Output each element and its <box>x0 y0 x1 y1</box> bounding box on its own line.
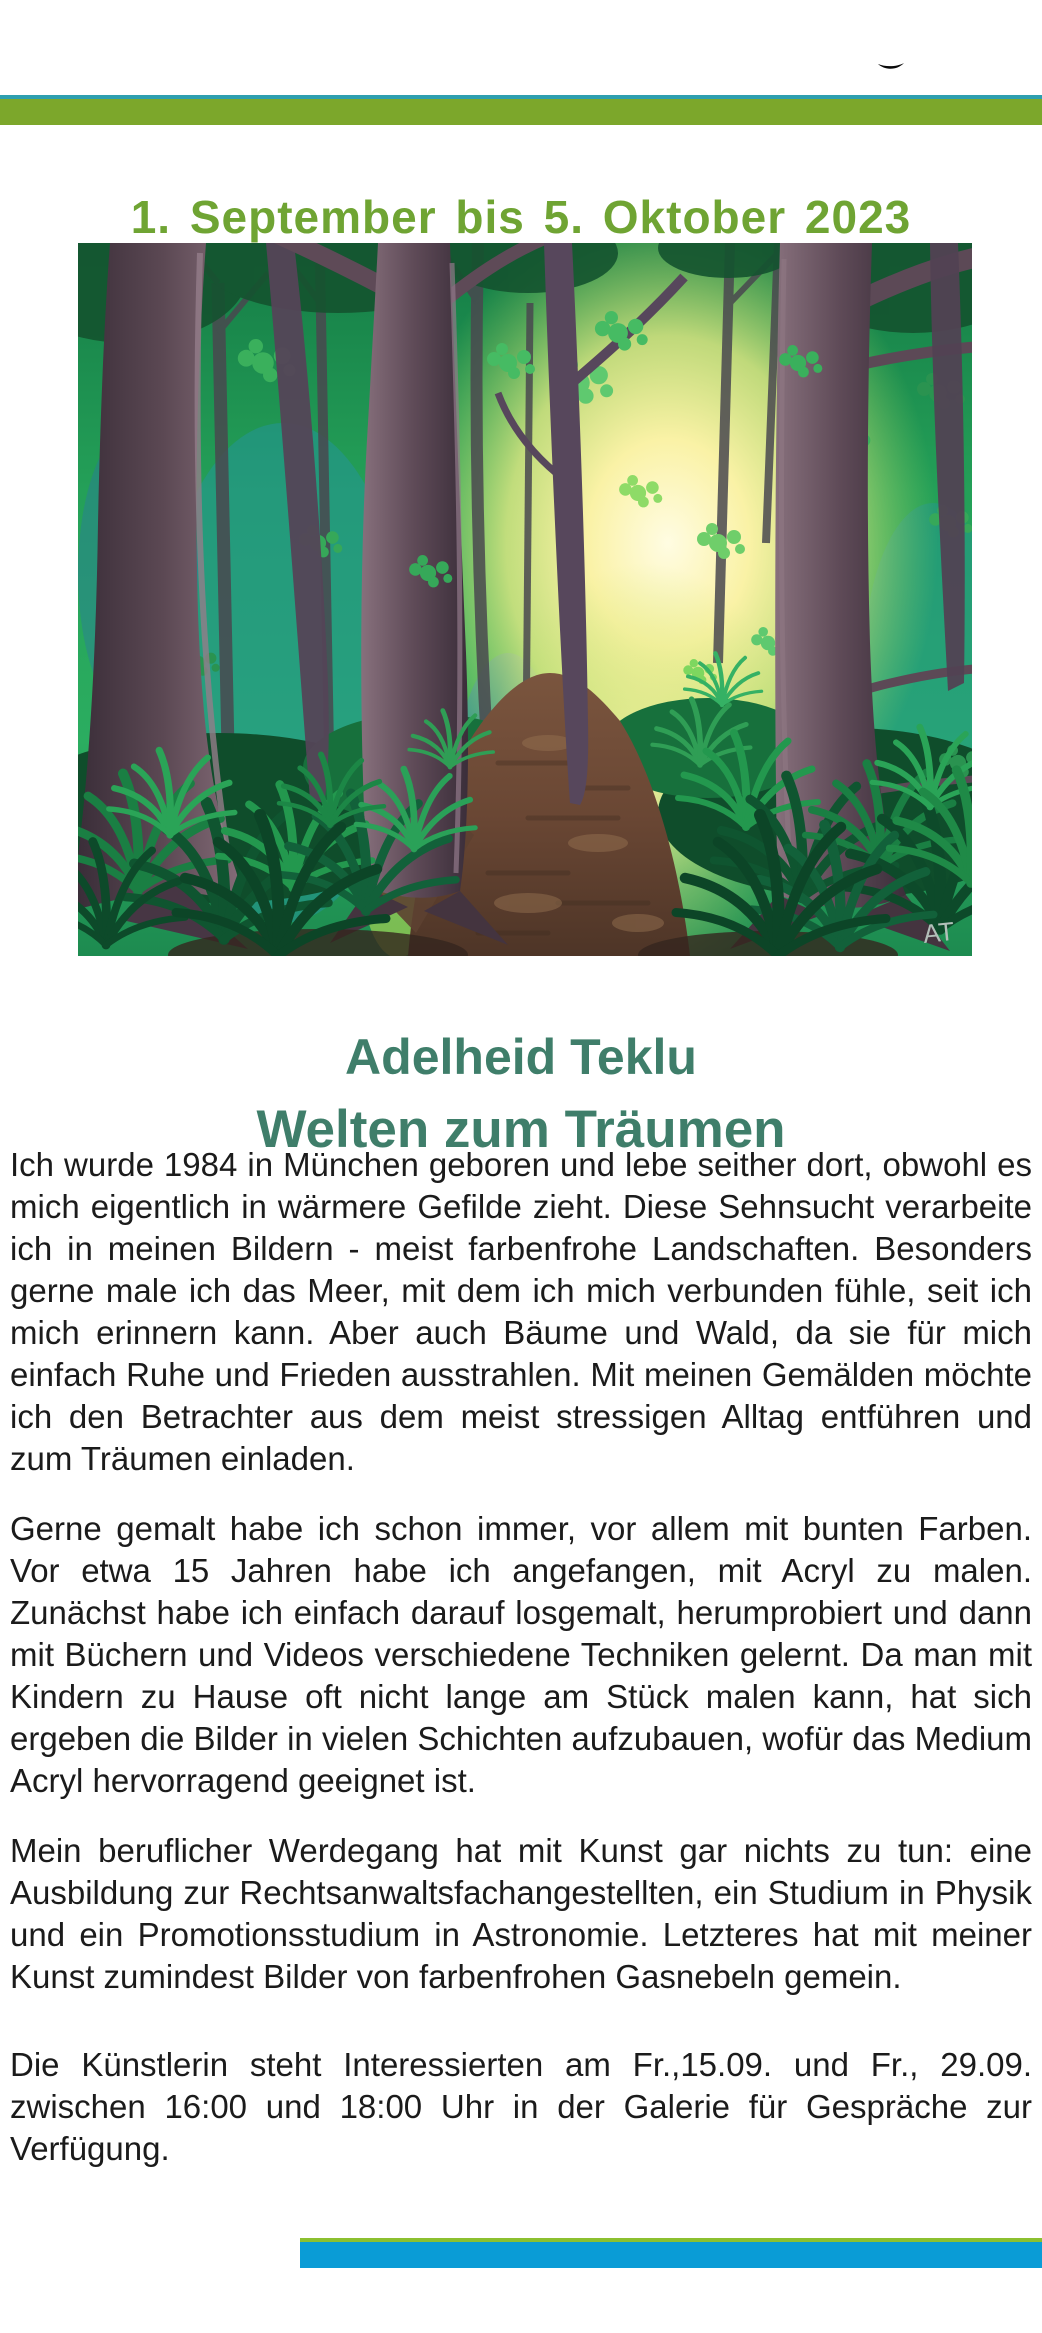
exhibition-title: Welten zum Träumen <box>256 1099 786 1159</box>
top-divider-bar <box>0 95 1042 125</box>
artist-signature: AT <box>921 915 956 949</box>
bio-paragraph-3: Mein beruflicher Werdegang hat mit Kunst gar nichts zu tun: eine Ausbildung zur Rechtsanwaltsfachangestellten, ein Studium in Physik und ein Promotionsstudium in Astronomie. Letzteres hat mit meiner Kunst zumindest Bilder von farbenfrohen Gasnebeln gemein. <box>10 1832 1032 1995</box>
exhibition-date-range: 1. September bis 5. Oktober 2023 <box>130 190 912 243</box>
dash-icon <box>878 62 904 71</box>
bottom-bar-blue-stripe <box>300 2242 1042 2268</box>
bottom-divider-bar <box>300 2238 1042 2268</box>
top-bar-green-stripe <box>0 99 1042 125</box>
visiting-info-paragraph: Die Künstlerin steht Interessierten am Fr.,15.09. und Fr., 29.09. zwischen 16:00 und 18:00 Uhr in der Galerie für Gespräche zur Verfügung. <box>10 2046 1032 2167</box>
forest-painting <box>78 243 972 956</box>
bio-paragraph-2: Gerne gemalt habe ich schon immer, vor allem mit bunten Farben. Vor etwa 15 Jahren habe ich angefangen, mit Acryl zu malen. Zunächst habe ich einfach darauf losgemalt, herumprobiert und dann mit Büchern und Videos verschiedene Techniken gelernt. Da man mit Kindern zu Hause oft nicht lange am Stück malen kann, hat sich ergeben die Bilder in vielen Schichten aufzubauen, wofür das Medium Acryl hervorragend geeignet ist. <box>10 1510 1032 1799</box>
artist-name: Adelheid Teklu <box>345 1028 697 1085</box>
corner-dash-mark <box>878 58 904 67</box>
artist-statement <box>10 1144 1032 2198</box>
bio-paragraph-1: Ich wurde 1984 in München geboren und lebe seither dort, obwohl es mich eigentlich in wärmere Gefilde zieht. Diese Sehnsucht verarbeite ich in meinen Bildern - meist farbenfrohe Landschaften. Besonders gerne male ich das Meer, mit dem ich mich verbunden fühle, seit ich mich erinnern kann. Aber auch Bäume und Wald, da sie für mich einfach Ruhe und Frieden ausstrahlen. Mit meinen Gemälden möchte ich den Betrachter aus dem meist stressigen Alltag entführen und zum Träumen einladen. <box>10 1146 1032 1477</box>
artwork-image <box>78 243 972 956</box>
